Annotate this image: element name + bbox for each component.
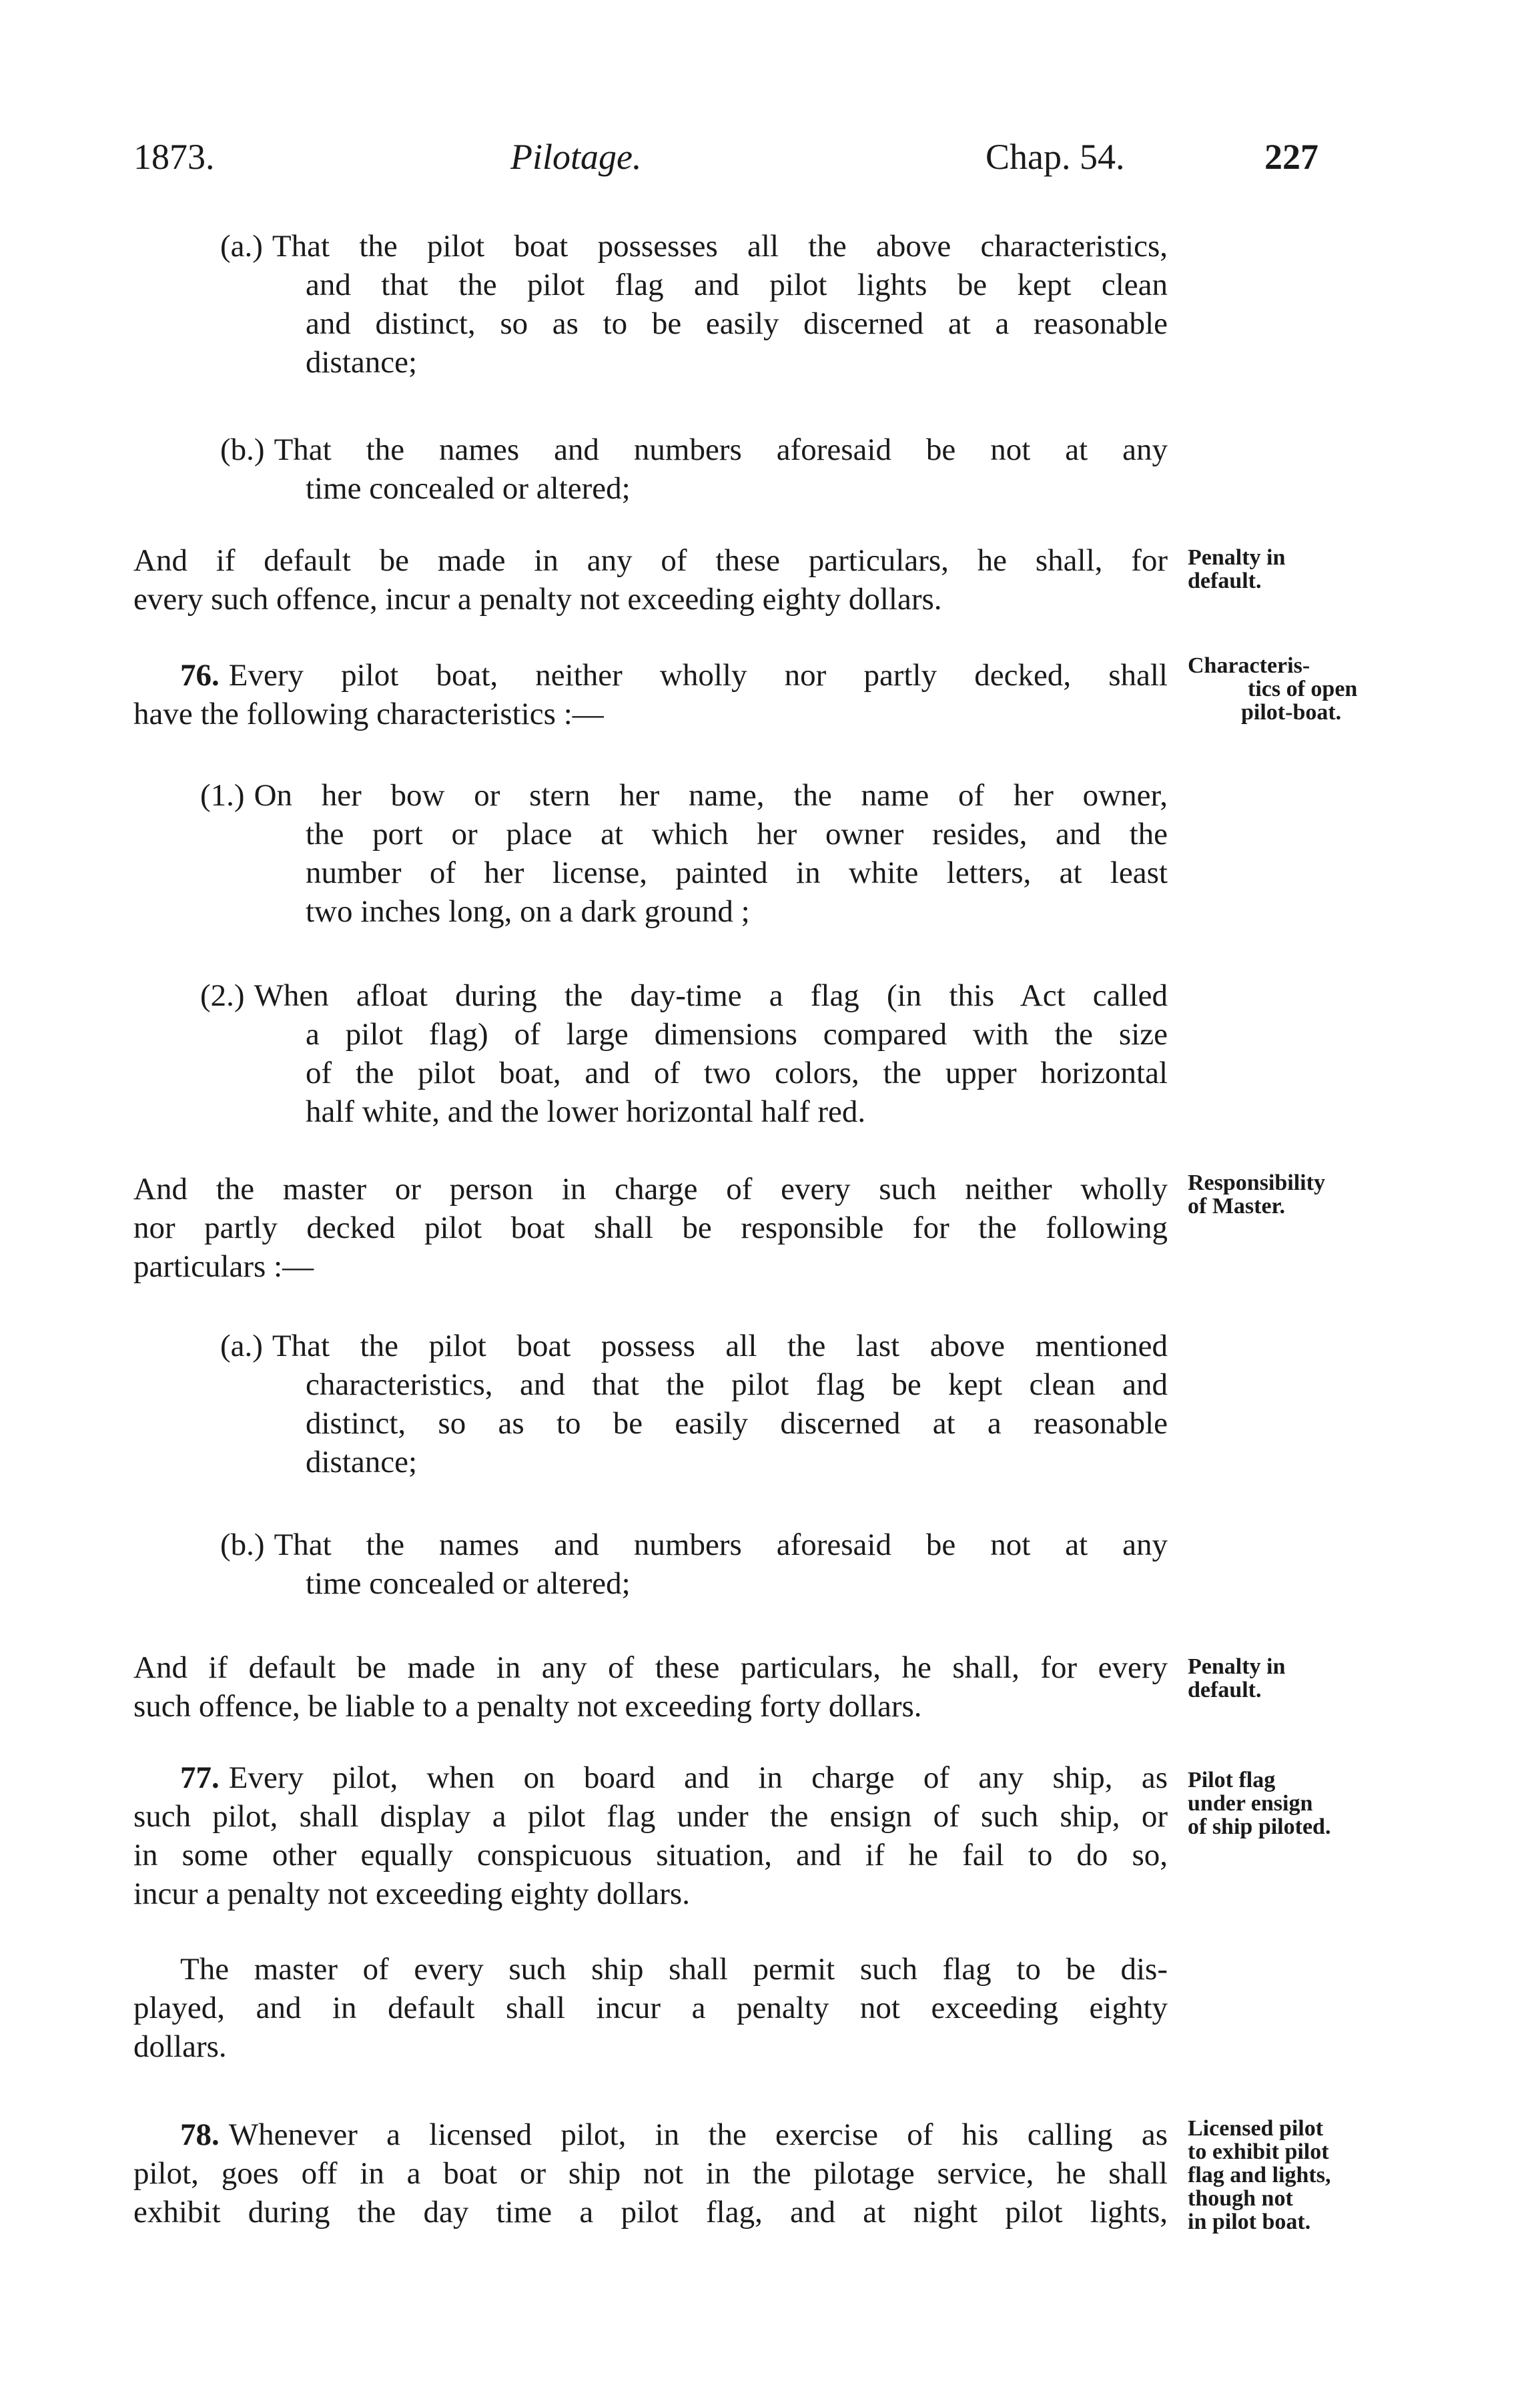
section-77: 77. Every pilot, when on board and in charge of any ship, as such pilot, shall display a pilot flag under the ensign of such ship, or in some other equally conspicuous situation, and if he fail to do so, incur a penalty not exceeding eighty dollars. <box>133 1760 1168 1911</box>
clause-b-decked: (b.) That the names and numbers aforesaid be not at any time concealed or altered; <box>220 432 1168 506</box>
penalty-paragraph-open: And if default be made in any of these particulars, he shall, for every such offence, be liable to a penalty not exceeding forty dollars. <box>133 1650 1168 1724</box>
penalty-paragraph-decked: And if default be made in any of these particulars, he shall, for every such offence, incur a penalty not exceeding eighty dollars. <box>133 543 1168 617</box>
clause-1: (1.) On her bow or stern her name, the name of her owner, the port or place at which her owner resides, and the number of her license, painted in white letters, at least two inches long, on a dark ground ; <box>200 778 1168 929</box>
clause-label: (b.) <box>220 432 265 467</box>
margin-note-licensed-pilot: Licensed pilot to exhibit pilot flag and lights, though not in pilot boat. <box>1188 2116 1331 2234</box>
section-number: 78. <box>180 2117 220 2152</box>
section-number: 77. <box>180 1760 220 1795</box>
header-title: Pilotage. <box>510 137 642 177</box>
header-chapter: Chap. 54. <box>986 137 1125 177</box>
header-year: 1873. <box>133 137 215 177</box>
margin-note-responsibility: Responsibility of Master. <box>1188 1170 1325 1219</box>
clause-label: (2.) <box>200 978 245 1013</box>
section-number: 76. <box>180 658 220 693</box>
clause-label: (b.) <box>220 1527 265 1562</box>
margin-note-open-pilot-boat: Characteris- tics of open pilot-boat. <box>1188 653 1358 725</box>
margin-note-pilot-flag: Pilot flag under ensign of ship piloted. <box>1188 1768 1331 1839</box>
clause-label: (1.) <box>200 778 245 813</box>
margin-note-penalty-open: Penalty in default. <box>1188 1654 1286 1702</box>
margin-note-penalty-decked: Penalty in default. <box>1188 545 1286 593</box>
page-number: 227 <box>1264 137 1318 177</box>
clause-a-decked: (a.) That the pilot boat possesses all the above characteristics, and that the pilot flag and pilot lights be kept clean and distinct, so as to be easily discerned at a reasonable distance; <box>220 229 1168 380</box>
clause-a-open: (a.) That the pilot boat possess all the last above mentioned characteristics, and that the pilot flag be kept clean and distinct, so as to be easily discerned at a reasonable distance; <box>220 1329 1168 1479</box>
clause-2: (2.) When afloat during the day-time a flag (in this Act called a pilot flag) of large dimensions compared with the size of the pilot boat, and of two colors, the upper horizontal half white, and the lower horizontal half red. <box>200 978 1168 1129</box>
clause-label: (a.) <box>220 229 263 264</box>
section-78: 78. Whenever a licensed pilot, in the exercise of his calling as pilot, goes off in a boat or ship not in the pilotage service, he shall exhibit during the day time a pilot flag, and at night pilot lights, <box>133 2117 1168 2230</box>
clause-label: (a.) <box>220 1329 263 1363</box>
section-76: 76. Every pilot boat, neither wholly nor partly decked, shall have the following characteristics :— <box>133 658 1168 731</box>
clause-b-open: (b.) That the names and numbers aforesaid be not at any time concealed or altered; <box>220 1527 1168 1601</box>
ship-master-paragraph: The master of every such ship shall permit such flag to be dis- played, and in default shall incur a penalty not exceeding eighty dollars. <box>133 1952 1168 2064</box>
master-responsibility-paragraph: And the master or person in charge of every such neither wholly nor partly decked pilot boat shall be responsible for the following particulars :— <box>133 1172 1168 1284</box>
